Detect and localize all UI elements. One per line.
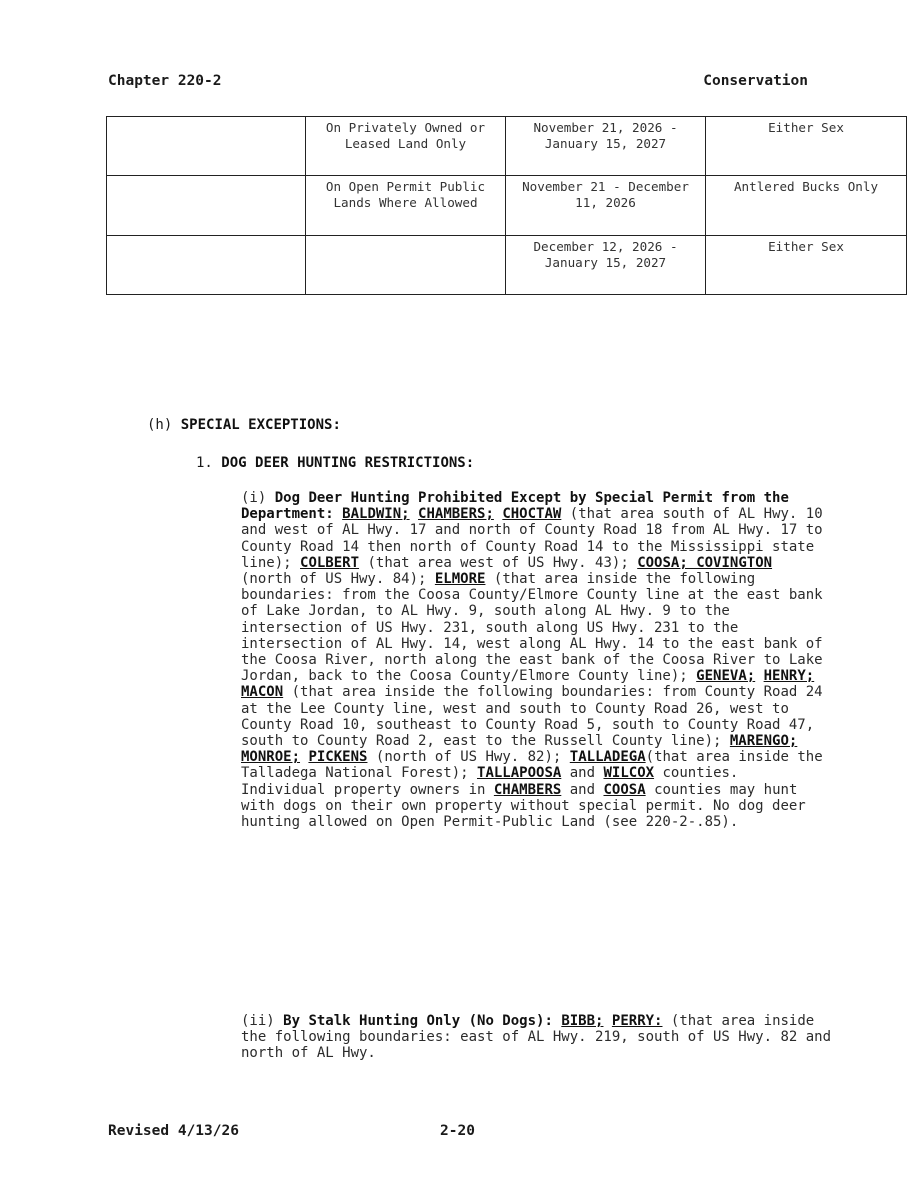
- para-marker: (ii): [241, 1013, 275, 1029]
- bag-cell: Antlered Bucks Only: [706, 176, 907, 236]
- table-row: [107, 236, 907, 295]
- chapter-title: Conservation: [703, 73, 808, 89]
- boundary-text: (that area inside the following boundaries: from County Road 24 at the Lee County line, west and south to County Road 26, west to County Road 10, southeast to County Road 5, south to County Road 47, south to County Road 2, east to the Russell County line);: [241, 684, 823, 750]
- county-baldwin: BALDWIN;: [342, 506, 410, 523]
- county-wilcox: WILCOX: [603, 765, 655, 782]
- area-cell: [107, 117, 306, 176]
- para-lead: Dog Deer Hunting Prohibited Except by Special Permit from the Department:: [241, 490, 789, 523]
- county-henry: HENRY;: [763, 668, 815, 685]
- bag-cell: Either Sex: [706, 117, 907, 176]
- section-h-heading: [147, 417, 341, 433]
- para-marker: (i): [241, 490, 267, 506]
- county-pickens: PICKENS: [308, 749, 368, 766]
- section-title: SPECIAL EXCEPTIONS:: [180, 417, 341, 433]
- bag-cell: Either Sex: [706, 236, 907, 295]
- item-1-heading: [196, 455, 474, 471]
- county-elmore: ELMORE: [434, 571, 486, 588]
- page-number: 2-20: [440, 1123, 475, 1139]
- paragraph-i: [241, 490, 831, 830]
- boundary-text: (that area inside the Talladega National Forest);: [241, 749, 823, 782]
- county-coosa-covington: COOSA; COVINGTON: [637, 554, 773, 571]
- revised-date: Revised 4/13/26: [108, 1123, 239, 1139]
- section-marker: (h): [147, 417, 173, 433]
- body-text: counties. Individual property owners in: [241, 765, 739, 798]
- boundary-text: (that area inside the following boundaries: from the Coosa County/Elmore County line at the east bank of Lake Jordan, to AL Hwy. 9, south along AL Hwy. 9 to the intersection of US Hwy. 231, south along US Hwy. 231 to the intersection of AL Hwy. 14, west along AL Hwy. 14 to the east bank of the Coosa River, north along the east bank of the Coosa River to Lake Jordan, back to the Coosa County/Elmore County line);: [241, 571, 823, 685]
- land-cell: [306, 236, 506, 295]
- boundary-text: (that area south of AL Hwy. 10 and west of AL Hwy. 17 and north of County Road 18 from AL Hwy. 17 to County Road 14 then north of County Road 14 to the Mississippi state line);: [241, 506, 823, 571]
- conjunction: and: [569, 781, 596, 798]
- table-row: [107, 176, 907, 236]
- para-lead: By Stalk Hunting Only (No Dogs):: [283, 1013, 553, 1029]
- county-tallapoosa: TALLAPOOSA: [477, 765, 562, 782]
- county-colbert: COLBERT: [300, 554, 360, 571]
- county-geneva: GENEVA;: [696, 668, 756, 685]
- county-perry: PERRY:: [611, 1013, 663, 1029]
- area-cell: [107, 176, 306, 236]
- boundary-text: (that area inside the following boundaries: east of AL Hwy. 219, south of US Hwy. 82 and north of AL Hwy.: [241, 1013, 832, 1062]
- boundary-text: (north of US Hwy. 84);: [241, 571, 427, 588]
- county-choctaw: CHOCTAW: [502, 506, 562, 523]
- body-text: counties may hunt with dogs on their own property without special permit. No dog deer hunting allowed on Open Permit-Public Land (see 220-2-.85).: [241, 781, 806, 831]
- dates-cell: November 21 - December 11, 2026: [506, 176, 706, 236]
- season-table: [106, 116, 907, 295]
- county-monroe: MONROE;: [241, 749, 301, 766]
- dates-cell: December 12, 2026 - January 15, 2027: [506, 236, 706, 295]
- county-marengo: MARENGO;: [729, 733, 798, 750]
- area-cell: [107, 236, 306, 295]
- county-talladega: TALLADEGA: [569, 749, 646, 766]
- item-marker: 1.: [196, 455, 213, 471]
- county-coosa-2: COOSA: [603, 781, 646, 798]
- county-bibb: BIBB;: [561, 1013, 604, 1029]
- item-title: DOG DEER HUNTING RESTRICTIONS:: [221, 455, 475, 471]
- county-chambers-2: CHAMBERS: [493, 781, 562, 798]
- paragraph-ii: [241, 1013, 831, 1062]
- boundary-text: (north of US Hwy. 82);: [375, 749, 562, 766]
- boundary-text: (that area west of US Hwy. 43);: [367, 554, 629, 571]
- chapter-heading: Chapter 220-2: [108, 73, 222, 89]
- dates-cell: November 21, 2026 - January 15, 2027: [506, 117, 706, 176]
- county-chambers: CHAMBERS;: [418, 506, 494, 523]
- county-macon: MACON: [241, 684, 284, 701]
- land-cell: On Open Permit Public Lands Where Allowed: [306, 176, 506, 236]
- land-cell: On Privately Owned or Leased Land Only: [306, 117, 506, 176]
- table-row: [107, 117, 907, 176]
- conjunction: and: [569, 765, 596, 782]
